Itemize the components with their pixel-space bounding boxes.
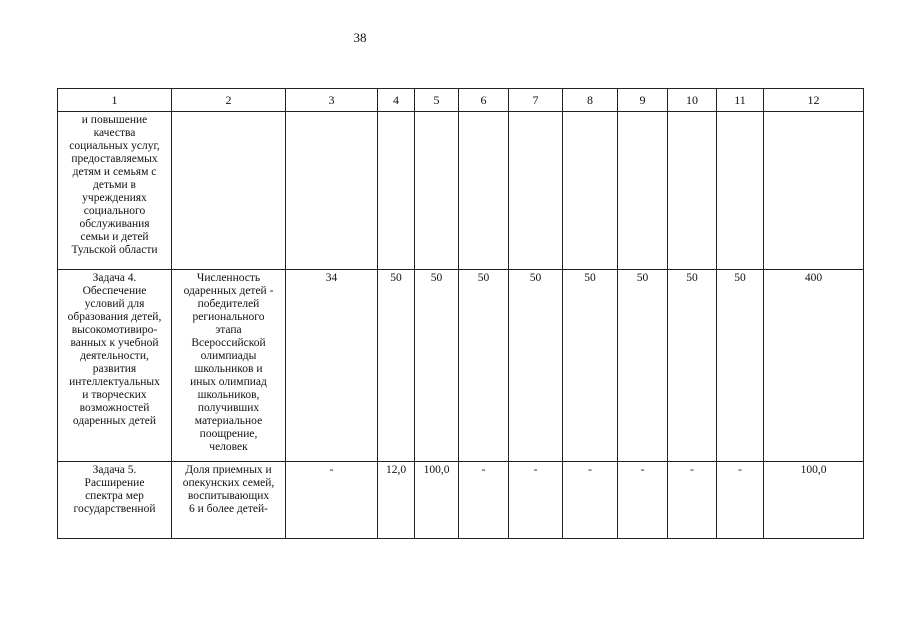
header-cell: 5 [415,89,459,112]
table-header-row [58,89,864,112]
value-cell [415,112,459,270]
header-cell: 6 [459,89,509,112]
header-cell: 3 [286,89,378,112]
header-cell: 2 [172,89,286,112]
header-cell: 1 [58,89,172,112]
value-cell: - [668,462,717,539]
indicator-cell: Доля приемных и опекунских семей, воспитывающих 6 и более детей- [172,462,286,539]
header-cell: 12 [764,89,864,112]
page-number: 38 [353,30,367,45]
task-cell: Задача 4. Обеспечение условий для образования детей, высокомотивиро- ванных к учебной деятельности, развития интеллектуальных и творческих возможностей одаренных детей [58,270,172,462]
value-cell [618,112,668,270]
value-cell: 50 [509,270,563,462]
indicator-cell: Численность одаренных детей - победителей регионального этапа Всероссийской олимпиады школьников и иных олимпиад школьников, получивших материальное поощрение, человек [172,270,286,462]
value-cell: 50 [459,270,509,462]
header-cell: 10 [668,89,717,112]
value-cell [764,112,864,270]
value-cell [563,112,618,270]
value-cell: - [618,462,668,539]
table-row [58,270,864,462]
value-cell: - [509,462,563,539]
value-cell [668,112,717,270]
task-cell: и повышение качества социальных услуг, предоставляемых детям и семьям с детьми в учреждениях социального обслуживания семьи и детей Тульской области [58,112,172,270]
value-cell: 34 [286,270,378,462]
value-cell: 50 [378,270,415,462]
header-cell: 9 [618,89,668,112]
value-cell: 50 [668,270,717,462]
value-cell: 50 [717,270,764,462]
value-cell: 12,0 [378,462,415,539]
header-cell: 7 [509,89,563,112]
indicator-cell [172,112,286,270]
value-cell [378,112,415,270]
value-cell: 50 [618,270,668,462]
value-cell [509,112,563,270]
table-row [58,112,864,270]
value-cell: - [563,462,618,539]
value-cell: 100,0 [415,462,459,539]
value-cell: 50 [415,270,459,462]
value-cell: - [717,462,764,539]
value-cell [459,112,509,270]
header-cell: 8 [563,89,618,112]
data-table [57,88,864,539]
value-cell: 100,0 [764,462,864,539]
header-cell: 11 [717,89,764,112]
table-row [58,462,864,539]
task-cell: Задача 5. Расширение спектра мер государственной [58,462,172,539]
value-cell [286,112,378,270]
value-cell [717,112,764,270]
value-cell: 400 [764,270,864,462]
value-cell: - [459,462,509,539]
value-cell: - [286,462,378,539]
header-cell: 4 [378,89,415,112]
value-cell: 50 [563,270,618,462]
